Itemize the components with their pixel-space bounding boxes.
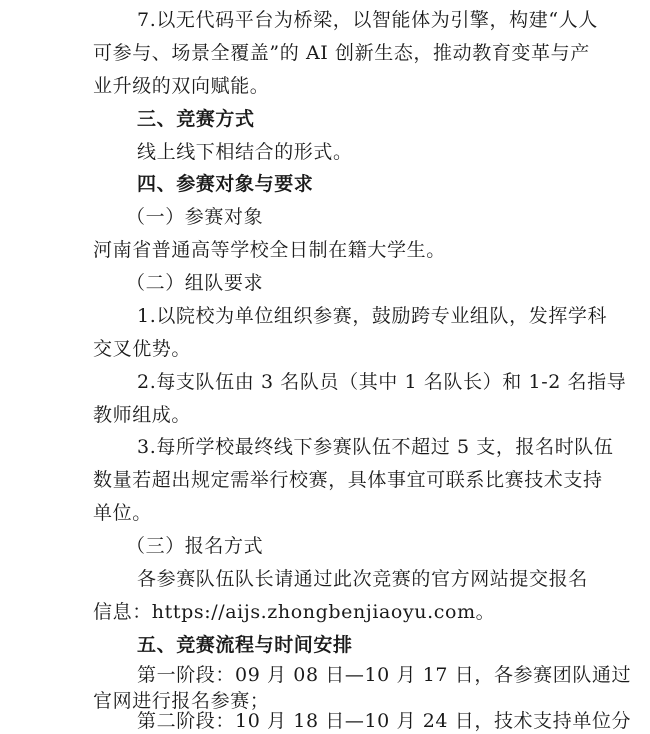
text-line: 可参与、场景全覆盖”的 AI 创新生态，推动教育变革与产 (93, 42, 590, 64)
subsection-heading: （二）组队要求 (126, 272, 264, 294)
text-line: 单位。 (93, 502, 152, 524)
section-heading: 三、竞赛方式 (137, 108, 255, 130)
text-line: 数量若超出规定需举行校赛，具体事宜可联系比赛技术支持 (93, 469, 603, 491)
section-heading: 四、参赛对象与要求 (137, 173, 314, 195)
text-line: 1.以院校为单位组织参赛，鼓励跨专业组队，发挥学科 (137, 305, 608, 327)
subsection-heading: （一）参赛对象 (126, 206, 264, 228)
text-line: 河南省普通高等学校全日制在籍大学生。 (93, 239, 446, 261)
text-line: 各参赛队伍队长请通过此次竞赛的官方网站提交报名 (137, 568, 588, 590)
registration-url: 信息：https://aijs.zhongbenjiaoyu.com。 (93, 601, 496, 623)
text-line: 线上线下相结合的形式。 (137, 141, 353, 163)
text-line: 业升级的双向赋能。 (93, 75, 270, 97)
section-heading: 五、竞赛流程与时间安排 (137, 634, 353, 656)
text-line: 教师组成。 (93, 404, 192, 426)
text-line: 第二阶段：10 月 18 日—10 月 24 日，技术支持单位分 (137, 710, 632, 732)
text-line: 3.每所学校最终线下参赛队伍不超过 5 支，报名时队伍 (137, 436, 614, 458)
text-line: 第一阶段：09 月 08 日—10 月 17 日，各参赛团队通过 (137, 664, 632, 686)
subsection-heading: （三）报名方式 (126, 535, 264, 557)
text-line: 7.以无代码平台为桥梁，以智能体为引擎，构建“人人 (137, 9, 598, 31)
text-line: 2.每支队伍由 3 名队员（其中 1 名队长）和 1-2 名指导 (137, 371, 627, 393)
text-line: 交叉优势。 (93, 338, 192, 360)
text-line: 官网进行报名参赛； (93, 690, 270, 712)
